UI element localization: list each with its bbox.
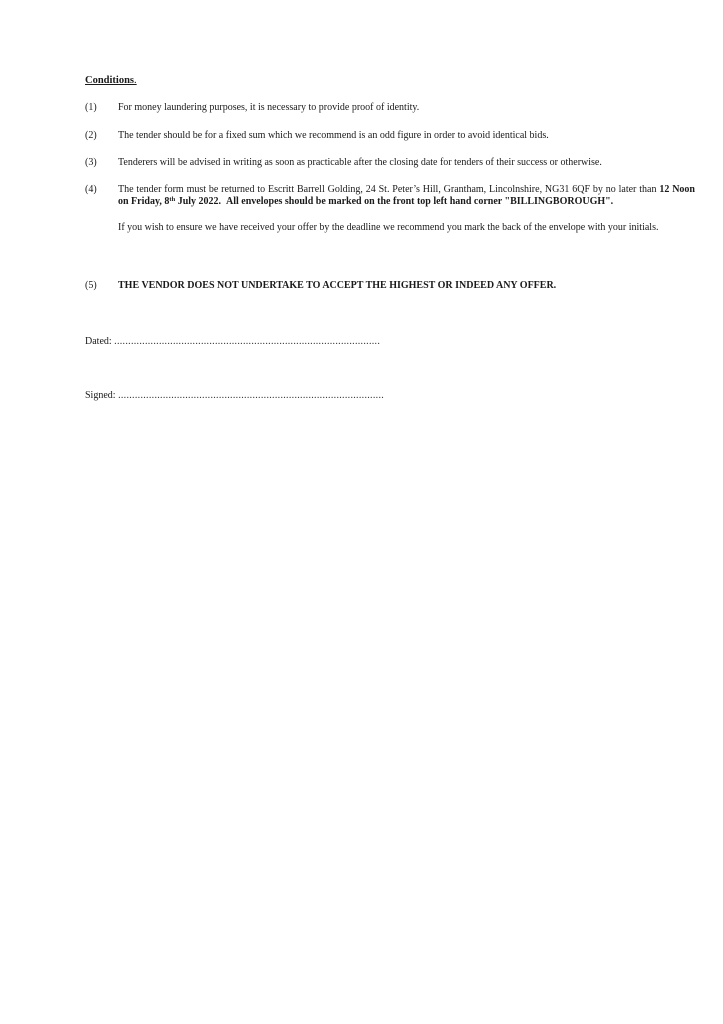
- signed-field[interactable]: ...............................................................................................: [118, 390, 385, 401]
- condition-text: The tender should be for a fixed sum which we recommend is an odd figure in order to avoid identical bids.: [118, 130, 549, 141]
- conditions-heading: Conditions.: [85, 75, 137, 86]
- signed-label: Signed:: [85, 390, 116, 401]
- dated-label: Dated:: [85, 336, 112, 347]
- deadline-time: 12 Noon on Friday, 8: [118, 184, 695, 207]
- condition-2: [85, 130, 695, 142]
- condition-text: Tenderers will be advised in writing as soon as practicable after the closing date for tenders of their success or otherwise.: [118, 157, 602, 168]
- condition-number: (4): [85, 184, 97, 195]
- envelope-note: All envelopes should be marked on the front top left hand corner "BILLINGBOROUGH".: [226, 196, 614, 207]
- dated-field[interactable]: ...............................................................................................: [114, 336, 381, 347]
- condition-4: [85, 184, 695, 234]
- condition-number: (3): [85, 157, 97, 168]
- deadline-date: July 2022.: [175, 196, 222, 207]
- signed-line: [85, 390, 384, 402]
- condition-followup-text: If you wish to ensure we have received your offer by the deadline we recommend you mark the back of the envelope with your initials.: [118, 222, 659, 233]
- dated-line: [85, 336, 380, 348]
- return-address-text: The tender form must be returned to Escritt Barrell Golding, 24 St. Peter’s Hill, Grantham, Lincolnshire, NG31 6QF by no later than: [118, 184, 660, 195]
- condition-text: [118, 184, 695, 208]
- condition-number: (5): [85, 280, 97, 291]
- condition-5: [85, 280, 695, 292]
- condition-text: THE VENDOR DOES NOT UNDERTAKE TO ACCEPT THE HIGHEST OR INDEED ANY OFFER.: [118, 280, 557, 291]
- deadline-ordinal: th: [169, 196, 176, 203]
- condition-text: For money laundering purposes, it is necessary to provide proof of identity.: [118, 102, 420, 113]
- condition-1: [85, 102, 695, 114]
- condition-number: (2): [85, 130, 97, 141]
- condition-3: [85, 157, 695, 169]
- condition-number: (1): [85, 102, 97, 113]
